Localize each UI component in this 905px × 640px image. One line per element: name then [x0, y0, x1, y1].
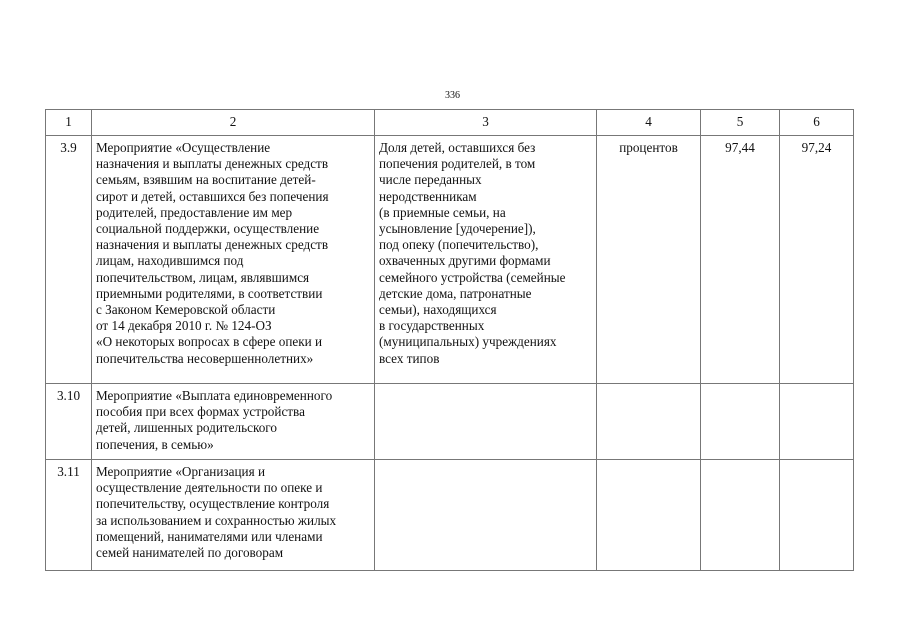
header-cell-4: 4: [597, 110, 701, 136]
value-col5: 97,44: [701, 136, 780, 384]
value-col6: [780, 384, 854, 460]
header-cell-2: 2: [92, 110, 375, 136]
event-description: Мероприятие «Выплата единовременного пособия при всех формах устройства детей, лишенных родительского попечения, в семью»: [92, 384, 375, 460]
row-number: 3.11: [46, 460, 92, 571]
row-number: 3.9: [46, 136, 92, 384]
value-col6: 97,24: [780, 136, 854, 384]
header-cell-6: 6: [780, 110, 854, 136]
indicator-description: [375, 460, 597, 571]
unit-cell: [597, 460, 701, 571]
indicator-description: Доля детей, оставшихся без попечения родителей, в том числе переданных неродственникам (в приемные семьи, на усыновление [удочерение]), под опеку (попечительство), охваченных другими формами семейного устройства (семейные детские дома, патронатные семьи), находящихся в государственных (муниципальных) учреждениях всех типов: [375, 136, 597, 384]
program-indicators-table: [45, 109, 854, 571]
table-row: [46, 460, 854, 571]
unit-cell: [597, 384, 701, 460]
table-header-row: [46, 110, 854, 136]
header-cell-1: 1: [46, 110, 92, 136]
table-row: [46, 384, 854, 460]
row-number: 3.10: [46, 384, 92, 460]
header-cell-5: 5: [701, 110, 780, 136]
unit-cell: процентов: [597, 136, 701, 384]
header-cell-3: 3: [375, 110, 597, 136]
event-description: Мероприятие «Осуществление назначения и выплаты денежных средств семьям, взявшим на воспитание детей- сирот и детей, оставшихся без попечения родителей, предоставление им мер социальной поддержки, осуществление назначения и выплаты денежных средств лицам, находившимся под попечительством, лицам, являвшимся приемными родителями, в соответствии с Законом Кемеровской области от 14 декабря 2010 г. № 124-ОЗ «О некоторых вопросах в сфере опеки и попечительства несовершеннолетних»: [92, 136, 375, 384]
value-col5: [701, 460, 780, 571]
event-description: Мероприятие «Организация и осуществление деятельности по опеке и попечительству, осуществление контроля за использованием и сохранностью жилых помещений, нанимателями или членами семей нанимателей по договорам: [92, 460, 375, 571]
value-col6: [780, 460, 854, 571]
table-row: [46, 136, 854, 384]
value-col5: [701, 384, 780, 460]
indicator-description: [375, 384, 597, 460]
page-number: 336: [445, 90, 460, 101]
